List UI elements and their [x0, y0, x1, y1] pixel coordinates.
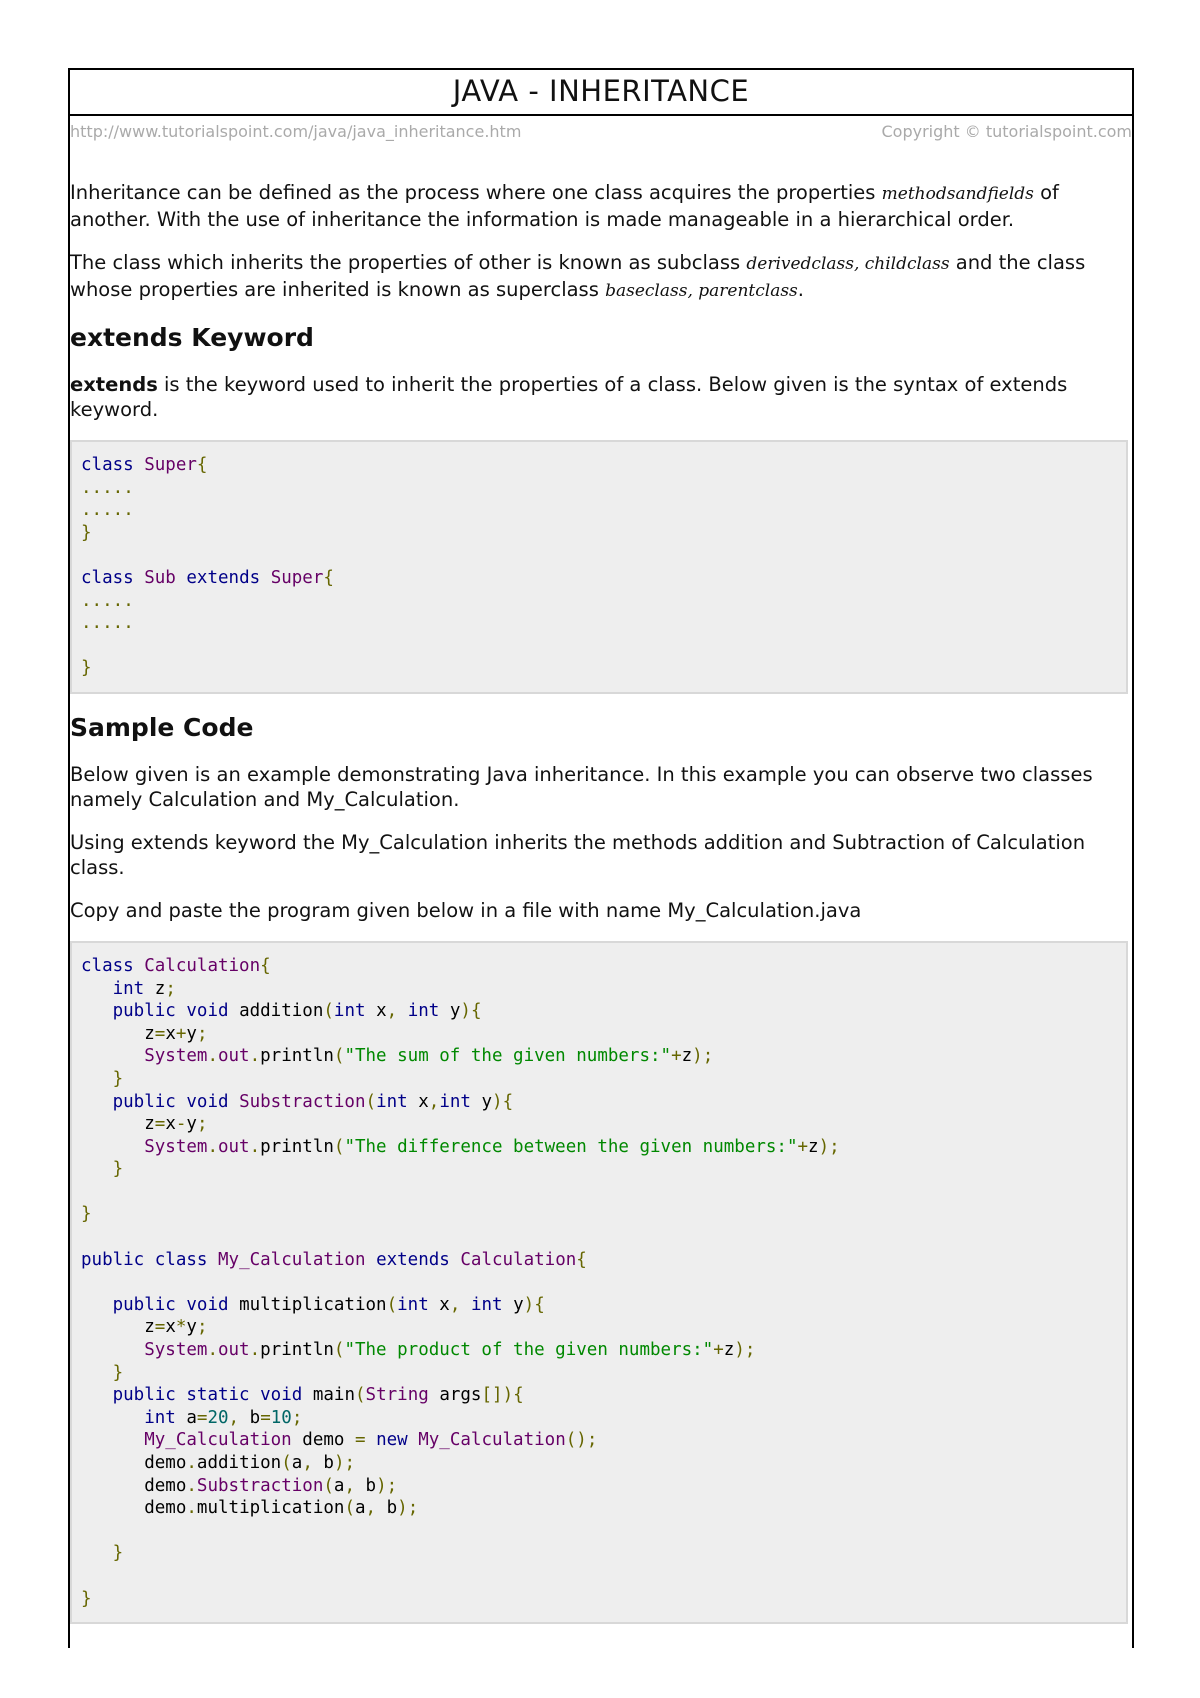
text: .	[797, 278, 804, 301]
sample-code-heading: Sample Code	[70, 712, 254, 742]
italic-term: baseclass, parentclass	[605, 281, 798, 301]
page-title: JAVA - INHERITANCE	[70, 68, 1132, 116]
article-body	[70, 180, 1128, 1642]
text: Inheritance can be defined as the process where one class acquires the properties	[70, 181, 882, 204]
extends-paragraph	[70, 372, 1128, 422]
extends-heading: extends Keyword	[70, 323, 314, 352]
source-url: http://www.tutorialspoint.com/java/java_inheritance.htm	[70, 122, 522, 141]
sample-paragraph-1: Below given is an example demonstrating Java inheritance. In this example you can observe two classes namely Calculation and My_Calculation.	[70, 762, 1093, 811]
text: of another. With the use of inheritance the information is made manageable in a hierarchical order.	[70, 181, 1059, 231]
sample-code-block: class Calculation{ int z; public void addition(int x, int y){ z=x+y; System.out.println("The sum of the given numbers:"+z); } public void Substraction(int x,int y){ z=x-y; System.out.println("The difference between the given numbers:"+z); } } public class My_Calculation extends Calculation{ public void multiplication(int x, int y){ z=x*y; System.out.println("The product of the given numbers:"+z); } public static void main(String args[]){ int a=20, b=10; My_Calculation demo = new My_Calculation(); demo.addition(a, b); demo.Substraction(a, b); demo.multiplication(a, b); } }	[70, 941, 1128, 1624]
syntax-code-block: class Super{ ..... ..... } class Sub extends Super{ ..... ..... }	[70, 440, 1128, 694]
intro-paragraph-2	[70, 250, 1128, 304]
copyright-notice: Copyright © tutorialspoint.com	[881, 122, 1132, 141]
intro-paragraph-1	[70, 180, 1128, 232]
sample-paragraph-3: Copy and paste the program given below in a file with name My_Calculation.java	[70, 898, 862, 922]
text: is the keyword used to inherit the properties of a class. Below given is the syntax of extends keyword.	[70, 373, 1068, 421]
text: The class which inherits the properties of other is known as subclass	[70, 251, 747, 274]
sample-paragraph-2: Using extends keyword the My_Calculation inherits the methods addition and Subtraction of Calculation class.	[70, 830, 1086, 879]
text: and the class whose properties are inherited is known as superclass	[70, 251, 1086, 301]
italic-term: methodsandfields	[881, 184, 1034, 204]
bold-keyword: extends	[70, 373, 158, 396]
italic-term: derivedclass, childclass	[746, 254, 950, 274]
